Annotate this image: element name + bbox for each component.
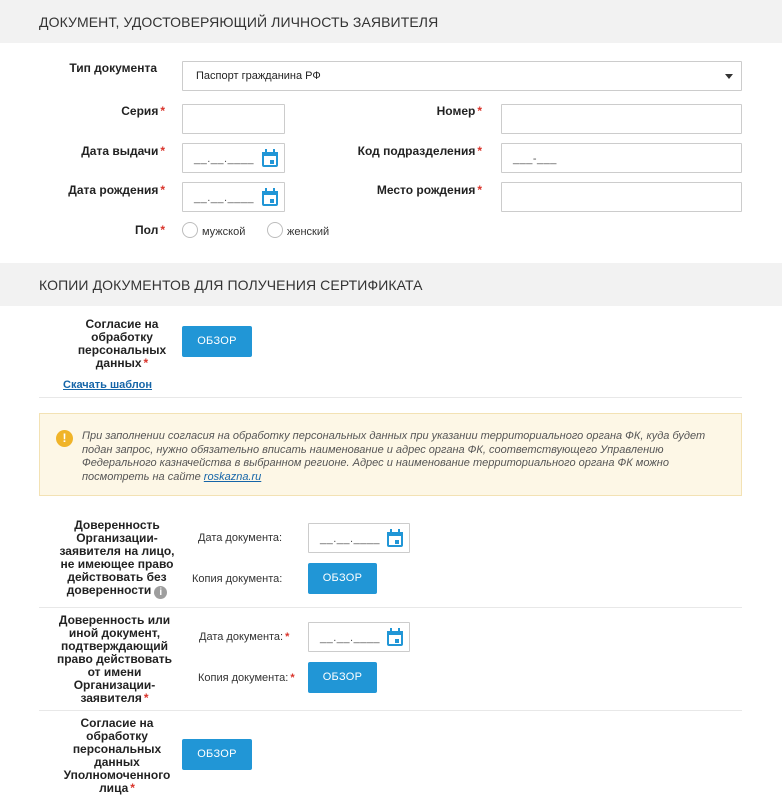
section-header-copies [0,263,782,306]
number-input[interactable] [501,104,742,134]
series-input[interactable] [182,104,285,134]
series-label: Серия * [121,104,165,118]
gender-male-radio[interactable] [182,222,198,238]
birth-date-mask: __.__.____ [194,192,255,204]
divider [39,397,742,398]
gender-label: Пол * [135,223,165,237]
info-icon[interactable]: i [154,586,167,599]
birth-date-input[interactable] [182,182,285,212]
calendar-icon[interactable] [387,628,403,646]
section-title-copies: КОПИИ ДОКУМЕНТОВ ДЛЯ ПОЛУЧЕНИЯ СЕРТИФИКАТА [39,277,423,293]
division-code-mask: ___-___ [513,153,557,165]
section-title-identity: ДОКУМЕНТ, УДОСТОВЕРЯЮЩИЙ ЛИЧНОСТЬ ЗАЯВИТЕЛЯ [39,14,439,30]
poa1-copy-label: Копия документа: [192,573,283,585]
gender-female-label[interactable]: женский [287,226,330,238]
download-template-link[interactable]: Скачать шаблон [63,379,153,391]
gender-male-label[interactable]: мужской [202,226,246,238]
issue-date-input[interactable] [182,143,285,173]
consent-browse-button[interactable]: ОБЗОР [182,326,252,357]
notice-box [39,413,742,496]
consent-label: Согласие на обработку персональных данных * [77,317,167,370]
warning-icon: ! [56,430,73,447]
calendar-icon[interactable] [387,529,403,547]
poa1-browse-button[interactable]: ОБЗОР [308,563,377,594]
poa2-date-input[interactable] [308,622,410,652]
poa1-date-mask: __.__.____ [320,533,381,545]
consent2-browse-button[interactable]: ОБЗОР [182,739,252,770]
divider [39,607,742,608]
poa2-label: Доверенность или иной документ, подтверждающий право действовать от имени Организации- заявителя * [56,613,173,705]
calendar-icon[interactable] [262,188,278,206]
poa2-date-mask: __.__.____ [320,632,381,644]
division-code-input[interactable] [501,143,742,173]
roskazna-link[interactable]: roskazna.ru [203,470,262,483]
number-label: Номер * [436,104,482,118]
poa1-label: Доверенность Организации- заявителя на лицо, не имеющее право действовать без доверенности i [59,518,175,598]
poa2-date-label: Дата документа: * [199,631,290,643]
poa2-copy-label: Копия документа: * [198,672,295,684]
birth-place-label: Место рождения * [376,183,482,197]
doc-type-select[interactable] [182,61,742,91]
poa2-browse-button[interactable]: ОБЗОР [308,662,377,693]
gender-female-radio[interactable] [267,222,283,238]
birth-place-input[interactable] [501,182,742,212]
poa1-date-label: Дата документа: [198,532,283,544]
chevron-down-icon [725,74,733,79]
birth-date-label: Дата рождения * [68,183,165,197]
division-code-label: Код подразделения * [357,144,482,158]
divider [39,710,742,711]
issue-date-mask: __.__.____ [194,153,255,165]
calendar-icon[interactable] [262,149,278,167]
poa1-date-input[interactable] [308,523,410,553]
doc-type-selected-value: Паспорт гражданина РФ [196,70,321,82]
issue-date-label: Дата выдачи * [81,144,165,158]
notice-text: При заполнении согласия на обработку персональных данных при указании территориального органа ФК, куда будет подан запрос, нужно обязательно вписать наименование и адрес органа ФК, соответствующего Управлению Федерального казначейства в выбранном регионе. Адрес и наименование территориального органа ФК можно посмотреть на сайте roskazna.ru [82,430,706,483]
doc-type-label: Тип документа [69,61,157,75]
section-header-identity [0,0,782,43]
consent2-label: Согласие на обработку персональных данных Уполномоченного лица * [63,716,171,795]
